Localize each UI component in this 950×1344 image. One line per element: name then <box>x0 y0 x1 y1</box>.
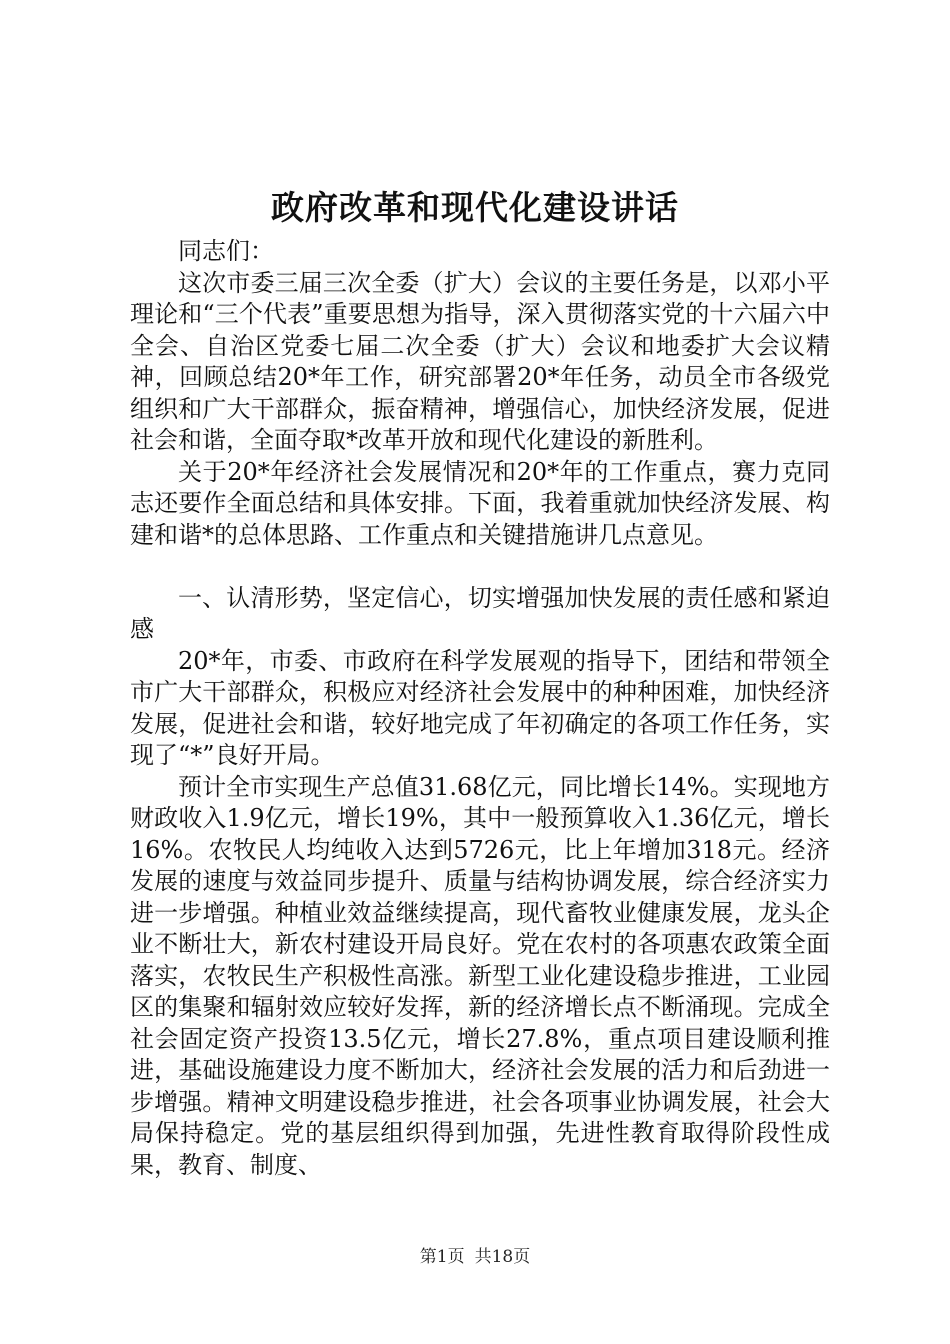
document-title: 政府改革和现代化建设讲话 <box>271 188 679 227</box>
salutation: 同志们： <box>178 237 274 265</box>
section-heading: 一、认清形势，坚定信心，切实增强加快发展的责任感和紧迫感 <box>130 583 830 643</box>
section-paragraph-summary: 20*年，市委、市政府在科学发展观的指导下，团结和带领全市广大干部群众，积极应对经济社会发展中的种种困难，加快经济发展，促进社会和谐，较好地完成了年初确定的各项工作任务，实现了“*”良好开局。 <box>130 646 830 769</box>
section-paragraph-statistics: 预计全市实现生产总值31.68亿元，同比增长14%。实现地方财政收入1.9亿元，增长19%，其中一般预算收入1.36亿元，增长16%。农牧民人均纯收入达到5726元，比上年增加318元。经济发展的速度与效益同步提升、质量与结构协调发展，综合经济实力进一步增强。种植业效益继续提高，现代畜牧业健康发展，龙头企业不断壮大，新农村建设开局良好。党在农村的各项惠农政策全面落实，农牧民生产积极性高涨。新型工业化建设稳步推进，工业园区的集聚和辐射效应较好发挥，新的经济增长点不断涌现。完成全社会固定资产投资13.5亿元，增长27.8%，重点项目建设顺利推进，基础设施建设力度不断加大，经济社会发展的活力和后劲进一步增强。精神文明建设稳步推进，社会各项事业协调发展，社会大局保持稳定。党的基层组织得到加强，先进性教育取得阶段性成果，教育、制度、 <box>130 772 830 1179</box>
page-number: 第1页 <box>419 1247 465 1267</box>
page-total: 共18页 <box>474 1247 531 1267</box>
page-footer <box>0 1242 950 1267</box>
paragraph-overview: 关于20*年经济社会发展情况和20*年的工作重点，赛力克同志还要作全面总结和具体安排。下面，我着重就加快经济发展、构建和谐*的总体思路、工作重点和关键措施讲几点意见。 <box>130 457 830 549</box>
document-body <box>130 236 830 1181</box>
paragraph-intro: 这次市委三届三次全委（扩大）会议的主要任务是，以邓小平理论和“三个代表”重要思想为指导，深入贯彻落实党的十六届六中全会、自治区党委七届二次全委（扩大）会议和地委扩大会议精神，回顾总结20*年工作，研究部署20*年任务，动员全市各级党组织和广大干部群众，振奋精神，增强信心，加快经济发展，促进社会和谐，全面夺取*改革开放和现代化建设的新胜利。 <box>130 268 830 454</box>
